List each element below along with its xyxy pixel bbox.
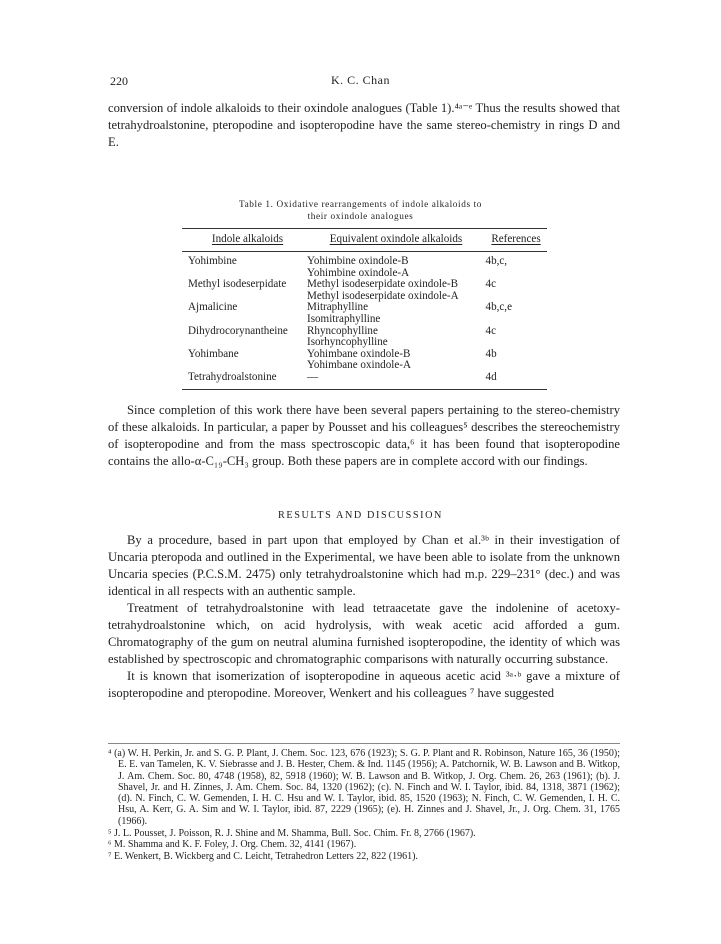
results-paragraph-3: It is known that isomerization of isopteropodine in aqueous acetic acid ³ᵃ·ᵇ gave a mixture of isopteropodine and pteropodine. Moreover, Wenkert and his colleagues ⁷ have suggested (108, 669, 620, 700)
table-cell: Yohimbine oxindole-B (307, 255, 409, 267)
table-cell (484, 337, 547, 349)
table-cell: Mitraphylline (307, 301, 369, 314)
table-cell: 4c (485, 324, 496, 337)
results-paragraph-1: By a procedure, based in part upon that employed by Chan et al.³ᵇ in their investigation of Uncaria pteropoda and outlined in the Experimental, we have been able to isolate from the unknown Uncaria species (P.C.S.M. 2475) only tetrahydroalstonine which had m.p. 229–231° (dec.) and was identical in all respects with an authentic sample. (108, 533, 620, 598)
header-references: References (491, 233, 541, 245)
results-body (108, 532, 620, 702)
since-paragraph (108, 402, 620, 470)
table-row (182, 256, 547, 268)
table-body (182, 252, 547, 389)
table-cell: Yohimbane oxindole-B (307, 347, 411, 360)
table-cell (182, 314, 306, 326)
table-cell: Methyl isodeserpidate (188, 278, 287, 291)
table-row (182, 372, 547, 384)
table-cell: 4b (485, 347, 497, 360)
table-row (182, 337, 547, 349)
section-heading-results: RESULTS AND DISCUSSION (277, 510, 444, 521)
table-caption-line1: Table 1. Oxidative rearrangements of indole alkaloids to (238, 200, 483, 210)
footnotes (108, 743, 620, 863)
table-cell: Yohimbane oxindole-A (307, 359, 411, 372)
table-header-row (182, 229, 547, 251)
table-caption-line2: their oxindole analogues (307, 212, 414, 222)
table-cell: Rhyncophylline (307, 324, 378, 337)
table-cell: Ajmalicine (188, 301, 238, 314)
footnote-4: ⁴ (a) W. H. Perkin, Jr. and S. G. P. Plant, J. Chem. Soc. 123, 676 (1923); S. G. P. Plant and R. Robinson, Nature 165, 36 (1950); E. E. van Tamelen, K. V. Siebrasse and J. B. Hester, Chem. & Ind. 1145 (1956); A. Patchornik, W. B. Lawson and B. Witkop, J. Am. Chem. Soc. 80, 4748 (1958), 82, 5918 (1960); W. B. Lawson and B. Witkop, J. Org. Chem. 26, 263 (1961); (b). J. Shavel, Jr. and H. Zinnes, J. Am. Chem. Soc. 84, 1320 (1962); (c). N. Finch and W. I. Taylor, ibid. 84, 1318, 3871 (1962); (d). N. Finch, C. W. Gemenden, I. H. C. Hsu and W. I. Taylor, ibid. 85, 1520 (1963); N. Finch, C. W. Gemenden, I. H. C. Hsu, A. Kerr, G. A. Sim and W. I. Taylor, ibid. 87, 2229 (1965); (e). H. Zinnes and J. Shavel, Jr., J. Org. Chem. 31, 1765 (1966). (108, 748, 620, 827)
since-text: Since completion of this work there have been several papers pertaining to the stereo-chemistry of these alkaloids. In particular, a paper by Pousset and his colleagues⁵ describes the stereochemistry of isopteropodine and from the mass spectroscopic data,⁶ it has been found that isopteropodine contains the allo-α-C₁₉-CH₃ group. Both these papers are in complete accord with our findings. (108, 403, 620, 468)
footnote-rule (108, 743, 620, 744)
table-cell: 4d (485, 370, 497, 383)
table-cell: Isorhyncophylline (307, 336, 388, 349)
table-cell: Dihydrocorynantheine (188, 324, 288, 337)
table-cell (182, 337, 306, 349)
table-row (182, 314, 547, 326)
table-cell: 4b,c,e (485, 301, 513, 314)
intro-paragraph (108, 100, 620, 151)
table-cell: 4c (485, 278, 496, 291)
table-cell (484, 314, 547, 326)
table-cell: Yohimbine oxindole-A (307, 266, 410, 279)
header-equivalent-oxindole-alkaloids: Equivalent oxindole alkaloids (329, 233, 463, 245)
table-cell: 4b,c, (485, 255, 508, 267)
results-paragraph-2: Treatment of tetrahydroalstonine with lead tetraacetate gave the indolenine of acetoxy-tetrahydroalstonine which, on acid hydrolysis, with weak acetic acid afforded a gum. Chromatography of the gum on neutral alumina furnished isopteropodine, the identity of which was established by spectroscopic and chromatographic comparisons with naturally occurring substance. (108, 601, 620, 666)
table-caption (0, 199, 721, 223)
table-cell: Yohimbane (188, 347, 239, 360)
footnote-6: ⁶ M. Shamma and K. F. Foley, J. Org. Chem. 32, 4141 (1967). (108, 839, 357, 851)
table-cell: — (307, 370, 319, 383)
table-cell: Yohimbine (188, 255, 237, 267)
table-cell: Isomitraphylline (307, 312, 381, 325)
table-cell: Tetrahydroalstonine (188, 370, 277, 383)
footnote-7: ⁷ E. Wenkert, B. Wickberg and C. Leicht, Tetrahedron Letters 22, 822 (1961). (108, 851, 418, 863)
header-indole-alkaloids: Indole alkaloids (211, 233, 284, 245)
table-bottom-rule (182, 389, 547, 390)
intro-text: conversion of indole alkaloids to their oxindole analogues (Table 1).⁴ᵃ⁻ᵉ Thus the results showed that tetrahydroalstonine, pteropodine and isopteropodine have the same stereo-chemistry in rings D and E. (108, 101, 620, 149)
alkaloid-table (182, 228, 547, 390)
table-cell: Methyl isodeserpidate oxindole-B (307, 278, 458, 291)
page-number: 220 (110, 74, 128, 88)
running-head: K. C. Chan (331, 73, 390, 87)
table-cell: Methyl isodeserpidate oxindole-A (307, 289, 459, 302)
footnote-5: ⁵ J. L. Pousset, J. Poisson, R. J. Shine and M. Shamma, Bull. Soc. Chim. Fr. 8, 2766 (1967). (108, 827, 476, 839)
